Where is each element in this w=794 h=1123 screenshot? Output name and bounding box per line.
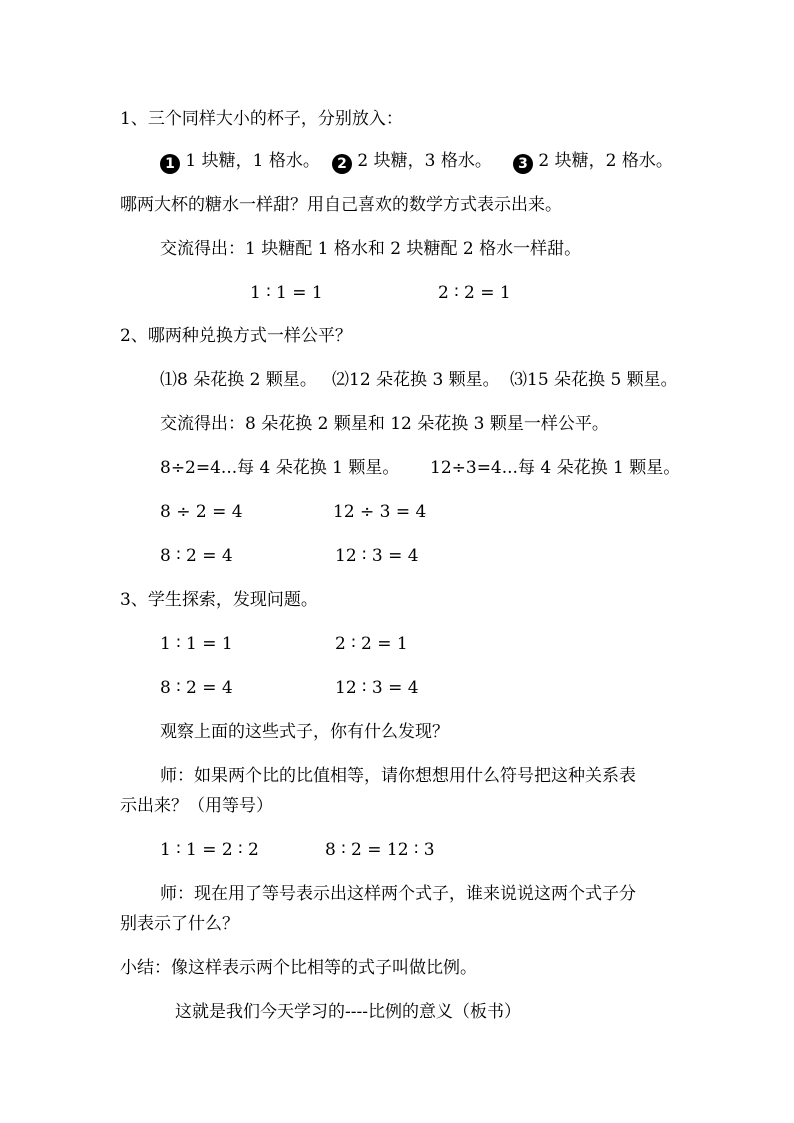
division-b: 12 ÷ 3 = 4 xyxy=(333,502,427,522)
teacher-prompt-2-line1: 师：现在用了等号表示出这样两个式子，谁来说说这两个式子分 xyxy=(160,884,636,904)
ratio-row1-b: 2 ∶ 2 = 1 xyxy=(335,634,408,654)
observe-question: 观察上面的这些式子，你有什么发现？ xyxy=(160,722,449,742)
exchange-option-2: ⑵12 朵花换 3 颗星。 xyxy=(332,370,500,390)
section1-question: 哪两大杯的糖水一样甜？用自己喜欢的数学方式表示出来。 xyxy=(120,195,562,215)
cups-line xyxy=(160,150,680,172)
exchange-option-3: ⑶15 朵花换 5 颗星。 xyxy=(510,370,678,390)
calculation-b: 12÷3=4...每 4 朵花换 1 颗星。 xyxy=(430,458,681,478)
cup-1-text: 1 块糖，1 格水。 xyxy=(185,151,320,171)
closing-line: 这就是我们今天学习的----比例的意义（板书） xyxy=(175,1002,521,1022)
section1-equation-b: 2 ∶ 2 = 1 xyxy=(438,283,511,303)
section3-heading: 3、学生探索，发现问题。 xyxy=(120,590,318,610)
ratio-row2-a: 8 ∶ 2 = 4 xyxy=(160,678,233,698)
proportion-a: 1 ∶ 1 = 2 ∶ 2 xyxy=(160,840,259,860)
ratio-row2-b: 12 ∶ 3 = 4 xyxy=(335,678,419,698)
teacher-prompt-1-line2: 示出来？（用等号） xyxy=(120,796,273,816)
summary: 小结：像这样表示两个比相等的式子叫做比例。 xyxy=(120,958,477,978)
section1-conclusion: 交流得出：1 块糖配 1 格水和 2 块糖配 2 格水一样甜。 xyxy=(160,239,582,259)
exchange-option-1: ⑴8 朵花换 2 颗星。 xyxy=(160,370,317,390)
calculation-a: 8÷2=4...每 4 朵花换 1 颗星。 xyxy=(160,458,400,478)
cup-2-text: 2 块糖，3 格水。 xyxy=(357,151,492,171)
circled-number-2-icon: 2 xyxy=(332,154,352,174)
ratio-b: 12 ∶ 3 = 4 xyxy=(335,546,419,566)
teacher-prompt-1-line1: 师：如果两个比的比值相等，请你想想用什么符号把这种关系表 xyxy=(160,766,636,786)
cup-3-text: 2 块糖，2 格水。 xyxy=(538,151,673,171)
teacher-prompt-2-line2: 别表示了什么？ xyxy=(120,914,239,934)
circled-number-1-icon: 1 xyxy=(160,154,180,174)
division-a: 8 ÷ 2 = 4 xyxy=(160,502,243,522)
section2-heading: 2、哪两种兑换方式一样公平？ xyxy=(120,326,352,346)
circled-number-3-icon: 3 xyxy=(513,154,533,174)
ratio-row1-a: 1 ∶ 1 = 1 xyxy=(160,634,233,654)
section2-conclusion: 交流得出：8 朵花换 2 颗星和 12 朵花换 3 颗星一样公平。 xyxy=(160,414,609,434)
ratio-a: 8 ∶ 2 = 4 xyxy=(160,546,233,566)
section1-equation-a: 1 ∶ 1 = 1 xyxy=(250,283,323,303)
section1-heading: 1、三个同样大小的杯子，分别放入： xyxy=(120,109,403,129)
proportion-b: 8 ∶ 2 = 12 ∶ 3 xyxy=(325,840,435,860)
